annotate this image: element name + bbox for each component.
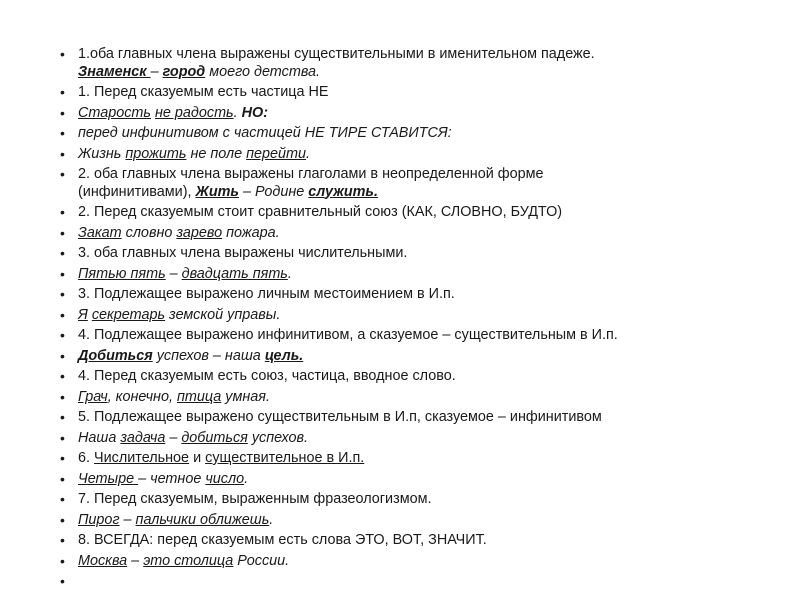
list-item-line [78,471,770,489]
list-item [60,307,770,325]
text-segment: Жить [195,183,239,200]
list-item-line [78,225,770,243]
text-segment: 1.оба главных члена выражены существительными в именительном падеже. [78,46,595,62]
list-item-line [78,204,770,222]
text-segment: двадцать пять [181,265,288,282]
bullet-icon: • [60,46,65,62]
list-item [60,512,770,530]
bullet-icon: • [60,429,65,446]
list-item-line [78,368,770,386]
bullet-icon: • [60,245,65,261]
text-segment: 2. Перед сказуемым стоит сравнительный союз (КАК, СЛОВНО, БУДТО) [78,204,563,220]
text-segment: 4. Подлежащее выражено инфинитивом, а сказуемое – существительным в И.п. [78,327,618,343]
list-item [60,245,770,263]
list-item-line [78,166,770,184]
list-item-line [78,307,770,325]
text-segment: Пирог [78,511,120,528]
list-item-line [78,266,770,284]
list-item-line [78,46,770,64]
text-segment: , конечно, [107,388,177,405]
text-segment: добиться [181,429,248,446]
text-segment: Москва [78,552,128,569]
text-segment: пожара. [222,224,280,241]
text-segment: задача [120,429,166,446]
text-segment: секретарь [91,306,166,323]
bullet-icon: • [60,511,65,528]
list-item [60,125,770,143]
text-segment: 4. Перед сказуемым есть союз, частица, вводное слово. [78,368,456,384]
list-item-line [78,348,770,366]
text-segment: зарево [176,224,223,241]
list-item-line [78,532,770,550]
text-segment: Закат [78,224,122,241]
text-segment: – [150,63,163,80]
text-segment: Наша [78,429,121,446]
text-segment: Старость [78,104,151,121]
bullet-icon: • [60,286,65,302]
text-segment: Жизнь [78,145,126,162]
text-segment: пальчики оближешь [135,511,270,528]
text-segment: – Родине [238,183,309,200]
list-item-line [78,184,770,202]
text-segment: существительное в И.п. [205,450,365,466]
text-segment: успехов – наша [152,347,265,364]
list-item [60,553,770,571]
text-segment: 3. оба главных члена выражены числительными. [78,245,408,261]
text-segment: и [189,450,206,466]
text-segment: перед инфинитивом с частицей НЕ ТИРЕ СТАВИТСЯ: [78,125,452,141]
list-item-line [78,286,770,304]
list-item [60,286,770,304]
text-segment: – [127,552,144,569]
bullet-icon: • [60,224,65,241]
text-segment: . [244,470,249,487]
text-segment: не поле [186,145,247,162]
text-segment: перейти [246,145,307,162]
text-segment: Знаменск [78,63,151,80]
list-item [60,225,770,243]
list-item [60,46,770,81]
text-segment: 5. Подлежащее выражено существительным в И.п, сказуемое – инфинитивом [78,409,602,425]
list-item-line [78,430,770,448]
text-segment: 2. оба главных члена выражены глаголами в неопределенной форме [78,166,544,182]
text-segment: умная. [221,388,270,405]
bullet-icon: • [60,84,65,100]
text-segment: НО: [241,104,269,121]
list-item [60,105,770,123]
list-item-line [78,245,770,263]
bullet-icon: • [60,470,65,487]
list-item [60,430,770,448]
bullet-icon: • [60,166,65,182]
list-item-line [78,64,770,82]
list-item-line [78,409,770,427]
bullet-icon: • [60,125,65,141]
bullet-icon: • [60,104,65,121]
rule-list [60,46,770,589]
text-segment: успехов. [247,429,309,446]
text-segment: Добиться [78,347,153,364]
bullet-icon: • [60,532,65,548]
list-item [60,491,770,509]
text-segment: Числительное [94,450,190,466]
text-segment: 3. Подлежащее выражено личным местоимением в И.п. [78,286,455,302]
bullet-icon: • [60,306,65,323]
text-segment: это столица [143,552,234,569]
list-item [60,146,770,164]
text-segment: 8. ВСЕГДА: перед сказуемым есть слова ЭТО, ВОТ, ЗНАЧИТ. [78,532,487,548]
bullet-icon: • [60,327,65,343]
bullet-icon: • [60,204,65,220]
text-segment: город [162,63,206,80]
text-segment: птица [176,388,222,405]
text-segment: Пятью пять [78,265,166,282]
text-segment: Грач [78,388,108,405]
text-segment: – [165,265,182,282]
list-item [60,84,770,102]
text-segment: 7. Перед сказуемым, выраженным фразеологизмом. [78,491,432,507]
bullet-icon: • [60,573,65,589]
list-item [60,204,770,222]
text-segment: служить. [308,183,378,200]
text-segment: – [165,429,182,446]
list-item [60,532,770,550]
list-item-line [78,105,770,123]
text-segment: . [269,511,274,528]
list-item-line [78,491,770,509]
bullet-icon: • [60,409,65,425]
list-item-line [78,146,770,164]
text-segment: земской управы. [165,306,281,323]
text-segment: 1. Перед сказуемым есть частица НЕ [78,84,329,100]
list-item [60,409,770,427]
list-item [60,348,770,366]
bullet-icon: • [60,145,65,162]
list-item [60,368,770,386]
text-segment: – [119,511,136,528]
text-segment: 6. [78,450,94,466]
text-segment: . [287,265,292,282]
list-item [60,471,770,489]
list-item-line [78,84,770,102]
text-segment: (инфинитивами), [78,183,196,200]
text-segment: Четыре [78,470,139,487]
text-segment: России. [233,552,290,569]
bullet-icon: • [60,347,65,364]
bullet-icon: • [60,265,65,282]
text-segment: словно [121,224,177,241]
text-segment: Я [78,306,88,323]
text-segment: не радость [154,104,234,121]
list-item-line [78,327,770,345]
text-segment: моего детства. [205,63,321,80]
list-item [60,266,770,284]
bullet-icon: • [60,368,65,384]
bullet-icon: • [60,450,65,466]
list-item [60,166,770,201]
text-segment: – четное [138,470,206,487]
bullet-icon: • [60,388,65,405]
text-segment: . [306,145,311,162]
text-segment: . [233,104,242,121]
list-item-line [78,553,770,571]
list-item-line [78,512,770,530]
list-item-line [78,389,770,407]
bullet-icon: • [60,491,65,507]
list-item-line [78,125,770,143]
list-item [60,389,770,407]
text-segment: прожить [125,145,187,162]
text-segment: цель. [264,347,304,364]
bullet-icon: • [60,552,65,569]
list-item [60,450,770,468]
text-segment: число [205,470,245,487]
list-item-line [78,450,770,468]
list-item [60,327,770,345]
